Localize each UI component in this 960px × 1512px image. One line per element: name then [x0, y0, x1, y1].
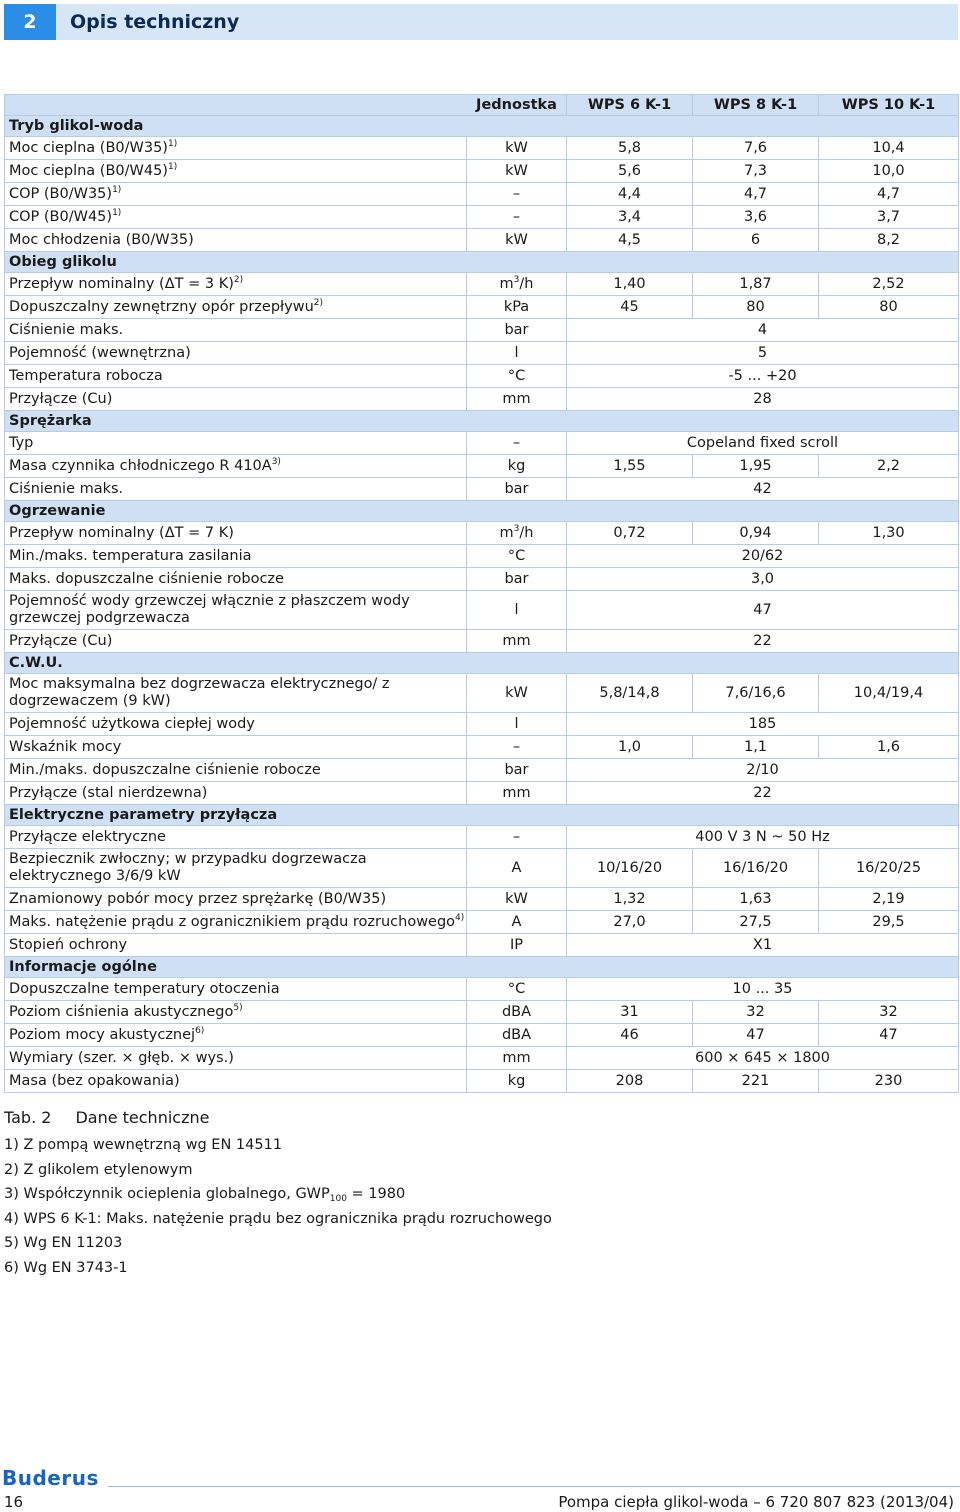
table-row [5, 782, 959, 805]
header-cell: WPS 8 K-1 [693, 95, 819, 116]
row-label: Dopuszczalny zewnętrzny opór przepływu [9, 298, 314, 315]
row-label: Pojemność użytkowa ciepłej wody [9, 715, 255, 732]
table-row [5, 342, 959, 365]
footnote-ref: 6) [195, 1025, 205, 1036]
unit-cell [467, 342, 567, 365]
row-label-cell [5, 1001, 467, 1024]
unit-cell [467, 1024, 567, 1047]
table-row [5, 568, 959, 591]
unit-cell [467, 568, 567, 591]
shared-value-cell: 22 [567, 782, 959, 805]
table-row [5, 736, 959, 759]
unit: A [511, 913, 522, 930]
unit-cell [467, 888, 567, 911]
unit-suffix: /h [519, 524, 534, 541]
shared-value-cell: Copeland fixed scroll [567, 432, 959, 455]
value-cell: 80 [819, 296, 959, 319]
header-cell [5, 95, 467, 116]
row-label-cell [5, 888, 467, 911]
footnote-text: 3) Współczynnik ocieplenia globalnego, GWP [4, 1186, 330, 1203]
unit-cell [467, 229, 567, 252]
unit-cell [467, 319, 567, 342]
footnote-ref: 2) [313, 297, 324, 308]
unit: IP [509, 936, 524, 953]
row-label: COP (B0/W35) [9, 185, 113, 202]
value-cell: 3,7 [819, 206, 959, 229]
row-label: Masa (bez opakowania) [9, 1072, 180, 1089]
section-row [5, 805, 959, 826]
row-label-cell [5, 713, 467, 736]
header-cell: WPS 6 K-1 [567, 95, 693, 116]
row-label-cell [5, 296, 467, 319]
table-row [5, 319, 959, 342]
value-cell: 47 [819, 1024, 959, 1047]
unit: °C [507, 367, 526, 384]
value-cell: 230 [819, 1070, 959, 1093]
row-label: Temperatura robocza [9, 367, 163, 384]
value-cell: 7,6 [693, 137, 819, 160]
unit-cell [467, 137, 567, 160]
row-label-cell [5, 365, 467, 388]
unit: °C [507, 547, 526, 564]
unit: – [512, 208, 521, 225]
chapter-header [4, 4, 958, 40]
table-row [5, 888, 959, 911]
unit: kW [505, 890, 528, 907]
unit-cell [467, 545, 567, 568]
footnotes [4, 1135, 552, 1283]
row-label-cell [5, 432, 467, 455]
row-label-cell [5, 1047, 467, 1070]
unit-cell [467, 522, 567, 545]
row-label-cell [5, 1024, 467, 1047]
row-label-cell [5, 591, 467, 630]
unit: kW [505, 231, 528, 248]
value-cell: 45 [567, 296, 693, 319]
row-label-cell [5, 160, 467, 183]
page-number: 16 [4, 1493, 24, 1511]
table-row [5, 160, 959, 183]
value-cell: 4,5 [567, 229, 693, 252]
unit: kg [507, 457, 526, 474]
footnote-ref: 1) [112, 207, 122, 218]
row-label-cell [5, 782, 467, 805]
section-row [5, 252, 959, 273]
row-label-cell [5, 229, 467, 252]
value-cell: 80 [693, 296, 819, 319]
chapter-number: 2 [4, 4, 56, 40]
value-cell: 10/16/20 [567, 849, 693, 888]
shared-value-cell: 185 [567, 713, 959, 736]
row-label: Bezpiecznik zwłoczny; w przypadku dogrzewacza elektrycznego 3/6/9 kW [9, 851, 367, 884]
unit: kPa [503, 298, 530, 315]
footnote [4, 1258, 552, 1283]
row-label-cell [5, 319, 467, 342]
footnote-ref: 1) [112, 184, 122, 195]
value-cell: 47 [693, 1024, 819, 1047]
value-cell: 16/16/20 [693, 849, 819, 888]
unit-cell [467, 978, 567, 1001]
row-label: Poziom ciśnienia akustycznego [9, 1003, 234, 1020]
footnote-ref: 5) [233, 1002, 243, 1013]
row-label-cell [5, 759, 467, 782]
row-label: Maks. dopuszczalne ciśnienie robocze [9, 570, 284, 587]
row-label-cell [5, 273, 467, 296]
table-row [5, 137, 959, 160]
unit: kW [505, 139, 528, 156]
shared-value-cell: 2/10 [567, 759, 959, 782]
row-label: Przyłącze elektryczne [9, 828, 166, 845]
unit-cell [467, 713, 567, 736]
unit-cell [467, 183, 567, 206]
footnote-ref: 4) [455, 912, 465, 923]
value-cell: 10,4 [819, 137, 959, 160]
shared-value-cell: 5 [567, 342, 959, 365]
value-cell: 4,7 [819, 183, 959, 206]
shared-value-cell: 4 [567, 319, 959, 342]
caption-number: Tab. 2 [4, 1108, 52, 1127]
value-cell: 5,8 [567, 137, 693, 160]
row-label: Przepływ nominalny (ΔT = 3 K) [9, 275, 234, 292]
unit: m [499, 275, 514, 292]
table-row [5, 183, 959, 206]
unit-cell [467, 630, 567, 653]
unit: – [512, 185, 521, 202]
value-cell: 221 [693, 1070, 819, 1093]
table-row [5, 545, 959, 568]
header-cell: WPS 10 K-1 [819, 95, 959, 116]
unit-cell [467, 1070, 567, 1093]
unit: kW [505, 162, 528, 179]
footnote-text: 2) Z glikolem etylenowym [4, 1161, 193, 1178]
unit: kW [505, 684, 528, 701]
unit: A [511, 859, 522, 876]
section-title: Ogrzewanie [5, 501, 959, 522]
value-cell: 5,8/14,8 [567, 674, 693, 713]
unit-cell [467, 365, 567, 388]
table-row [5, 229, 959, 252]
brand-logo: Buderus [2, 1466, 99, 1490]
unit: dBA [501, 1003, 532, 1020]
footnote-text: 6) Wg EN 3743-1 [4, 1259, 128, 1276]
row-label-cell [5, 137, 467, 160]
row-label-cell [5, 674, 467, 713]
table-row [5, 826, 959, 849]
value-cell: 1,55 [567, 455, 693, 478]
value-cell: 1,32 [567, 888, 693, 911]
footnote-ref: 2) [233, 274, 244, 285]
footnote [4, 1184, 552, 1209]
row-label-cell [5, 478, 467, 501]
table-row [5, 911, 959, 934]
row-label: Moc cieplna (B0/W45) [9, 162, 168, 179]
unit-cell [467, 388, 567, 411]
shared-value-cell: 20/62 [567, 545, 959, 568]
row-label: COP (B0/W45) [9, 208, 113, 225]
row-label-cell [5, 206, 467, 229]
table-caption [4, 1108, 233, 1127]
row-label-cell [5, 826, 467, 849]
shared-value-cell: 600 × 645 × 1800 [567, 1047, 959, 1070]
value-cell: 32 [819, 1001, 959, 1024]
footnote-ref: 1) [167, 138, 178, 149]
footnote [4, 1135, 552, 1160]
unit: l [514, 601, 519, 618]
row-label-cell [5, 934, 467, 957]
unit-cell [467, 934, 567, 957]
unit-cell [467, 160, 567, 183]
unit-cell [467, 1047, 567, 1070]
unit: °C [507, 980, 526, 997]
table-row [5, 273, 959, 296]
unit: – [512, 738, 521, 755]
row-label: Przyłącze (stal nierdzewna) [9, 784, 208, 801]
value-cell: 3,4 [567, 206, 693, 229]
document-reference: Pompa ciepła glikol-woda – 6 720 807 823 (2013/04) [558, 1493, 954, 1511]
value-cell: 1,40 [567, 273, 693, 296]
value-cell: 1,95 [693, 455, 819, 478]
unit-cell [467, 478, 567, 501]
value-cell: 27,5 [693, 911, 819, 934]
shared-value-cell: 42 [567, 478, 959, 501]
section-title: Sprężarka [5, 411, 959, 432]
table-row [5, 759, 959, 782]
unit-cell [467, 849, 567, 888]
row-label: Masa czynnika chłodniczego R 410A [9, 457, 272, 474]
row-label: Maks. natężenie prądu z ogranicznikiem prądu rozruchowego [9, 913, 456, 930]
value-cell: 2,52 [819, 273, 959, 296]
value-cell: 4,4 [567, 183, 693, 206]
value-cell: 3,6 [693, 206, 819, 229]
value-cell: 4,7 [693, 183, 819, 206]
row-label: Przyłącze (Cu) [9, 390, 113, 407]
unit: l [514, 344, 519, 361]
row-label: Znamionowy pobór mocy przez sprężarkę (B0/W35) [9, 890, 387, 907]
table-row [5, 206, 959, 229]
table-row [5, 522, 959, 545]
unit: dBA [501, 1026, 532, 1043]
section-title: Elektryczne parametry przyłącza [5, 805, 959, 826]
unit: bar [504, 761, 529, 778]
value-cell: 0,72 [567, 522, 693, 545]
table-row [5, 934, 959, 957]
value-cell: 1,30 [819, 522, 959, 545]
unit: – [512, 434, 521, 451]
unit: mm [502, 784, 531, 801]
shared-value-cell: 22 [567, 630, 959, 653]
row-label-cell [5, 911, 467, 934]
unit-cell [467, 591, 567, 630]
caption-text: Dane techniczne [75, 1108, 210, 1127]
row-label: Przepływ nominalny (ΔT = 7 K) [9, 524, 234, 541]
unit-cell [467, 911, 567, 934]
row-label-cell [5, 522, 467, 545]
section-row [5, 411, 959, 432]
unit: bar [504, 480, 529, 497]
footnote-subscript: 100 [329, 1194, 347, 1205]
table-row [5, 296, 959, 319]
unit-cell [467, 273, 567, 296]
value-cell: 1,0 [567, 736, 693, 759]
value-cell: 31 [567, 1001, 693, 1024]
section-title: Informacje ogólne [5, 957, 959, 978]
footnote-text: 1) Z pompą wewnętrzną wg EN 14511 [4, 1137, 283, 1153]
unit-cell [467, 674, 567, 713]
row-label: Typ [9, 434, 34, 451]
shared-value-cell: -5 ... +20 [567, 365, 959, 388]
unit-exponent: 3 [513, 523, 520, 534]
table-row [5, 478, 959, 501]
value-cell: 29,5 [819, 911, 959, 934]
unit: m [499, 524, 514, 541]
unit: mm [502, 632, 531, 649]
unit: bar [504, 321, 529, 338]
row-label: Poziom mocy akustycznej [9, 1026, 196, 1043]
table-row [5, 1047, 959, 1070]
row-label-cell [5, 1070, 467, 1093]
footnote-text: 4) WPS 6 K-1: Maks. natężenie prądu bez ogranicznika prądu rozruchowego [4, 1210, 552, 1227]
unit-cell [467, 296, 567, 319]
row-label: Stopień ochrony [9, 936, 128, 953]
table-row [5, 388, 959, 411]
value-cell: 1,6 [819, 736, 959, 759]
unit-exponent: 3 [513, 274, 520, 285]
row-label: Pojemność wody grzewczej włącznie z płaszczem wody grzewczej podgrzewacza [9, 593, 410, 626]
row-label: Moc chłodzenia (B0/W35) [9, 231, 194, 248]
row-label: Wymiary (szer. × głęb. × wys.) [9, 1049, 234, 1066]
value-cell: 16/20/25 [819, 849, 959, 888]
unit-cell [467, 782, 567, 805]
row-label-cell [5, 388, 467, 411]
row-label-cell [5, 630, 467, 653]
section-row [5, 501, 959, 522]
footnote-text: 5) Wg EN 11203 [4, 1235, 123, 1252]
table-header-row [5, 95, 959, 116]
table-row [5, 1070, 959, 1093]
row-label-cell [5, 568, 467, 591]
technical-data-table [4, 94, 959, 1093]
value-cell: 208 [567, 1070, 693, 1093]
value-cell: 6 [693, 229, 819, 252]
row-label-cell [5, 978, 467, 1001]
value-cell: 1,87 [693, 273, 819, 296]
row-label: Wskaźnik mocy [9, 738, 122, 755]
row-label: Moc cieplna (B0/W35) [9, 139, 168, 156]
table-row [5, 978, 959, 1001]
row-label: Przyłącze (Cu) [9, 632, 113, 649]
shared-value-cell: 10 ... 35 [567, 978, 959, 1001]
row-label: Dopuszczalne temperatury otoczenia [9, 980, 280, 997]
value-cell: 32 [693, 1001, 819, 1024]
unit-cell [467, 826, 567, 849]
value-cell: 2,19 [819, 888, 959, 911]
unit: mm [502, 390, 531, 407]
table-row [5, 1001, 959, 1024]
value-cell: 7,6/16,6 [693, 674, 819, 713]
value-cell: 0,94 [693, 522, 819, 545]
unit-cell [467, 759, 567, 782]
value-cell: 7,3 [693, 160, 819, 183]
footnote-ref: 3) [271, 456, 281, 467]
table-row [5, 630, 959, 653]
row-label: Moc maksymalna bez dogrzewacza elektrycznego/ z dogrzewaczem (9 kW) [9, 676, 390, 709]
section-title: Obieg glikolu [5, 252, 959, 273]
unit: l [514, 715, 519, 732]
unit: kg [507, 1072, 526, 1089]
unit-cell [467, 736, 567, 759]
footnote-text-after: = 1980 [346, 1186, 406, 1203]
shared-value-cell: 28 [567, 388, 959, 411]
footnote-ref: 1) [167, 161, 178, 172]
row-label-cell [5, 736, 467, 759]
section-row [5, 116, 959, 137]
unit-cell [467, 455, 567, 478]
value-cell: 5,6 [567, 160, 693, 183]
header-cell: Jednostka [467, 95, 567, 116]
section-row [5, 653, 959, 674]
chapter-title: Opis techniczny [70, 11, 240, 33]
unit-cell [467, 432, 567, 455]
value-cell: 27,0 [567, 911, 693, 934]
row-label: Min./maks. dopuszczalne ciśnienie robocze [9, 761, 321, 778]
table-row [5, 432, 959, 455]
row-label-cell [5, 342, 467, 365]
unit-cell [467, 1001, 567, 1024]
shared-value-cell: X1 [567, 934, 959, 957]
value-cell: 1,63 [693, 888, 819, 911]
value-cell: 46 [567, 1024, 693, 1047]
value-cell: 8,2 [819, 229, 959, 252]
section-title: Tryb glikol-woda [5, 116, 959, 137]
section-title: C.W.U. [5, 653, 959, 674]
row-label-cell [5, 455, 467, 478]
row-label: Pojemność (wewnętrzna) [9, 344, 191, 361]
unit-suffix: /h [519, 275, 534, 292]
table-row [5, 591, 959, 630]
value-cell: 10,0 [819, 160, 959, 183]
value-cell: 10,4/19,4 [819, 674, 959, 713]
value-cell: 2,2 [819, 455, 959, 478]
row-label-cell [5, 183, 467, 206]
section-row [5, 957, 959, 978]
table-row [5, 365, 959, 388]
shared-value-cell: 3,0 [567, 568, 959, 591]
table-row [5, 455, 959, 478]
shared-value-cell: 47 [567, 591, 959, 630]
row-label-cell [5, 849, 467, 888]
table-body [5, 116, 959, 1093]
row-label-cell [5, 545, 467, 568]
table-row [5, 713, 959, 736]
unit: – [512, 828, 521, 845]
table-row [5, 849, 959, 888]
row-label: Ciśnienie maks. [9, 480, 124, 497]
table-row [5, 1024, 959, 1047]
footer-divider [108, 1486, 960, 1487]
value-cell: 1,1 [693, 736, 819, 759]
footnote [4, 1233, 552, 1258]
unit-cell [467, 206, 567, 229]
footnote [4, 1160, 552, 1185]
footnote [4, 1209, 552, 1234]
row-label: Min./maks. temperatura zasilania [9, 547, 252, 564]
row-label: Ciśnienie maks. [9, 321, 124, 338]
unit: bar [504, 570, 529, 587]
unit: mm [502, 1049, 531, 1066]
table-row [5, 674, 959, 713]
shared-value-cell: 400 V 3 N ~ 50 Hz [567, 826, 959, 849]
